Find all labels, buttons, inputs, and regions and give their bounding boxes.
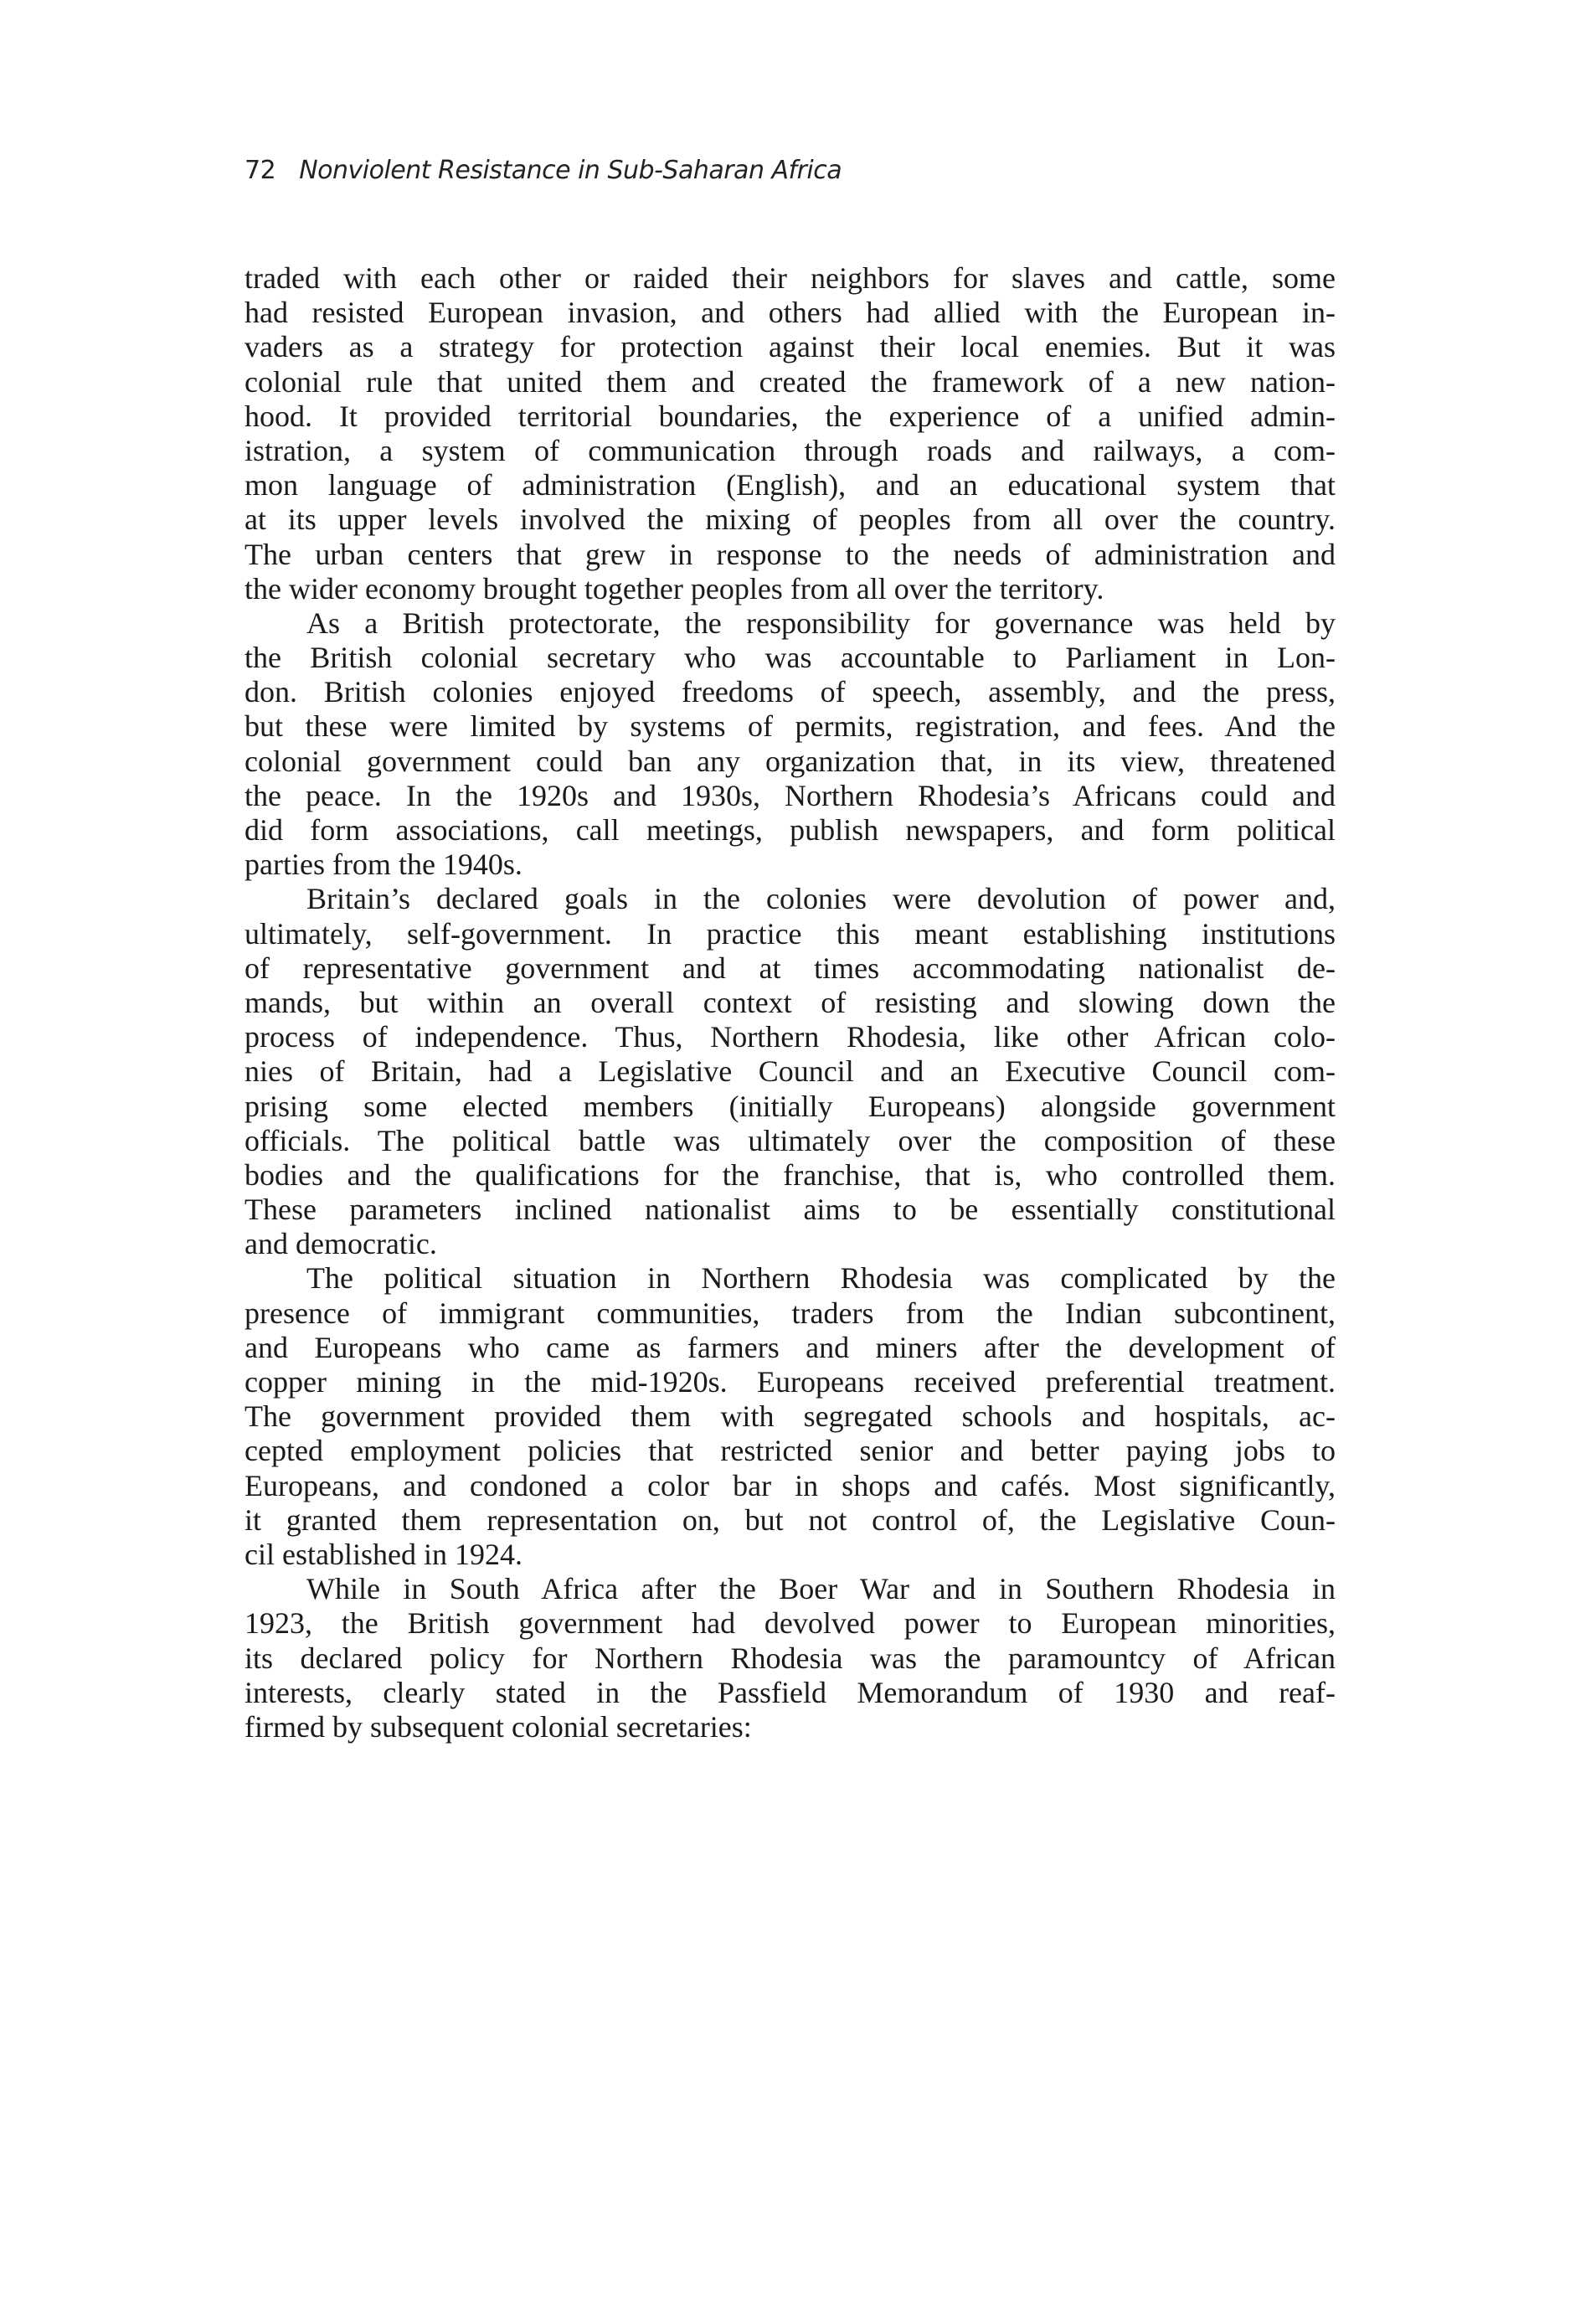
text-line: and Europeans who came as farmers and miners after the development of [245,1330,1336,1364]
text-line: presence of immigrant communities, traders from the Indian subcontinent, [245,1296,1336,1330]
text-line: did form associations, call meetings, publish newspapers, and form political [245,813,1336,847]
text-line: it granted them representation on, but not control of, the Legislative Coun- [245,1502,1336,1537]
text-line: Britain’s declared goals in the colonies were devolution of power and, [306,882,1336,916]
text-line: don. British colonies enjoyed freedoms of speech, assembly, and the press, [245,675,1336,709]
text-line: parties from the 1940s. [245,848,522,882]
text-line: and democratic. [245,1227,437,1261]
running-head [245,156,842,185]
text-line: nies of Britain, had a Legislative Council and an Executive Council com- [245,1054,1336,1089]
text-line: hood. It provided territorial boundaries, the experience of a unified admin- [245,399,1336,433]
text-line: The government provided them with segregated schools and hospitals, ac- [245,1399,1336,1434]
text-line: its declared policy for Northern Rhodesia was the paramountcy of African [245,1641,1336,1675]
text-line: The political situation in Northern Rhodesia was complicated by the [306,1261,1336,1296]
text-line: of representative government and at times accommodating nationalist de- [245,951,1336,985]
paragraph [245,1261,1336,1572]
page-number: 72 [245,156,276,185]
text-line: had resisted European invasion, and others had allied with the European in- [245,296,1336,330]
text-line: the peace. In the 1920s and 1930s, Northern Rhodesia’s Africans could and [245,778,1336,812]
text-line: mands, but within an overall context of resisting and slowing down the [245,985,1336,1019]
text-line: istration, a system of communication through roads and railways, a com- [245,433,1336,467]
paragraph [245,261,1336,606]
text-line: The urban centers that grew in response to the needs of administration and [245,537,1336,571]
text-line: As a British protectorate, the responsibility for governance was held by [306,605,1336,640]
text-line: the British colonial secretary who was accountable to Parliament in Lon- [245,641,1336,675]
text-line: cepted employment policies that restricted senior and better paying jobs to [245,1434,1336,1468]
text-line: These parameters inclined nationalist aims to be essentially constitutional [245,1193,1336,1227]
text-line: at its upper levels involved the mixing of peoples from all over the country. [245,502,1336,537]
book-title: Nonviolent Resistance in Sub-Saharan Africa [299,156,842,185]
paragraph [245,882,1336,1261]
text-line: While in South Africa after the Boer War and in Southern Rhodesia in [306,1572,1336,1606]
paragraph [245,1572,1336,1744]
text-line: mon language of administration (English), and an educational system that [245,468,1336,502]
text-line: but these were limited by systems of permits, registration, and fees. And the [245,709,1336,744]
text-line: Europeans, and condoned a color bar in shops and cafés. Most significantly, [245,1468,1336,1502]
text-line: the wider economy brought together peoples from all over the territory. [245,571,1104,605]
text-line: traded with each other or raided their neighbors for slaves and cattle, some [245,261,1336,295]
text-line: firmed by subsequent colonial secretaries: [245,1709,752,1744]
text-line: ultimately, self-government. In practice this meant establishing institutions [245,916,1336,951]
text-line: vaders as a strategy for protection against their local enemies. But it was [245,330,1336,364]
text-line: officials. The political battle was ultimately over the composition of these [245,1123,1336,1157]
text-line: cil established in 1924. [245,1537,522,1571]
text-line: colonial government could ban any organization that, in its view, threatened [245,744,1336,778]
text-line: copper mining in the mid-1920s. Europeans received preferential treatment. [245,1365,1336,1399]
text-line: colonial rule that united them and created the framework of a new nation- [245,364,1336,399]
text-line: process of independence. Thus, Northern Rhodesia, like other African colo- [245,1020,1336,1054]
text-line: interests, clearly stated in the Passfield Memorandum of 1930 and reaf- [245,1675,1336,1709]
text-line: bodies and the qualifications for the franchise, that is, who controlled them. [245,1157,1336,1192]
text-line: 1923, the British government had devolved power to European minorities, [245,1606,1336,1641]
text-line: prising some elected members (initially Europeans) alongside government [245,1089,1336,1123]
body-text [245,261,1336,1744]
paragraph [245,606,1336,883]
